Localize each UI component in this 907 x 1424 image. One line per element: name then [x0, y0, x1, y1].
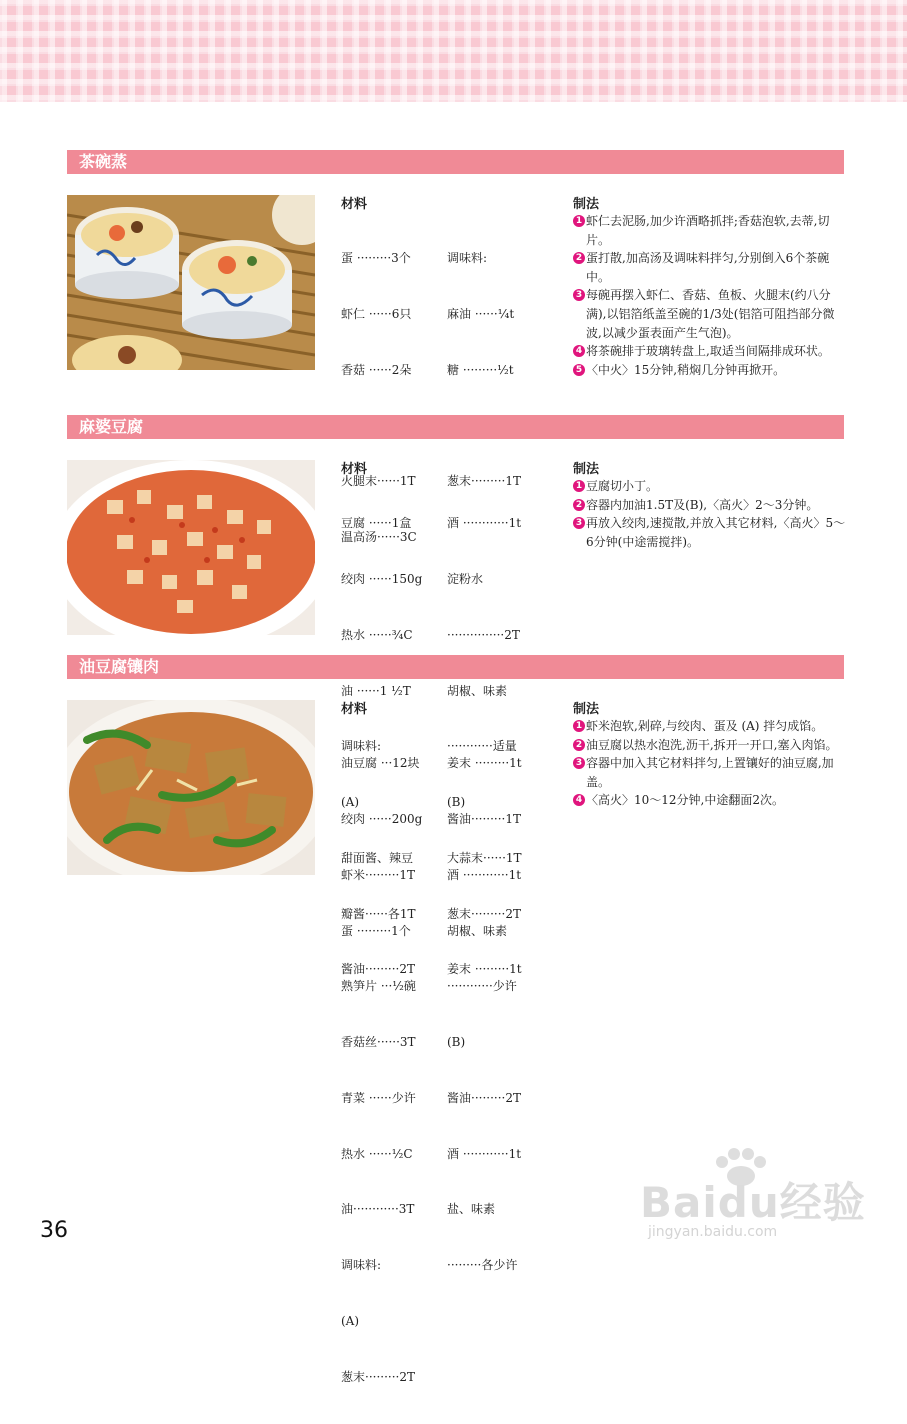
ingredient-line: 香菇丝······3T	[341, 1035, 416, 1050]
ingredient-line: 麻油 ······¼t	[447, 306, 515, 321]
ingredient-line: 调味料:	[341, 739, 382, 754]
ingredient-line: 虾仁 ······6只	[341, 306, 412, 321]
ingredient-line: 酒 ············1t	[447, 516, 522, 531]
ingredient-line: 酱油·········2T	[447, 1090, 521, 1105]
step-number-marker: 2	[573, 252, 585, 264]
step-number-marker: 3	[573, 757, 585, 769]
ingredient-line: ·········各少许	[447, 1258, 518, 1273]
step-text: 容器内加油1.5T及(B),〈高火〉2～3分钟。	[586, 497, 819, 512]
step-item	[573, 477, 848, 496]
ingredient-line: (A)	[341, 1314, 360, 1328]
step-item	[573, 249, 848, 286]
ingredient-line: 油············3T	[341, 1202, 415, 1217]
step-text: 虾仁去泥肠,加少许酒略抓拌;香菇泡软,去蒂,切片。	[586, 214, 830, 247]
step-item	[573, 342, 848, 361]
ingredient-line: 酒 ············1t	[447, 1146, 522, 1161]
step-text: 容器中加入其它材料拌匀,上置镶好的油豆腐,加盖。	[586, 756, 834, 789]
recipe-title: 茶碗蒸	[79, 152, 128, 171]
ingredient-line: 胡椒、味素	[447, 683, 508, 698]
step-number-marker: 2	[573, 739, 585, 751]
ingredient-line: 青菜 ······少许	[341, 1090, 416, 1105]
step-item	[573, 791, 848, 810]
method-heading: 制法	[573, 197, 600, 212]
step-text: 油豆腐以热水泡洗,沥干,拆开一开口,塞入肉馅。	[586, 737, 838, 752]
step-number-marker: 1	[573, 215, 585, 227]
step-text: 〈高火〉10～12分钟,中途翻面2次。	[586, 793, 784, 808]
ingredient-line: 葱末·········1T	[447, 474, 521, 489]
ingredient-line: 葱末·········2T	[341, 1369, 415, 1384]
recipe-photo-mapo-tofu	[67, 460, 315, 635]
ingredient-line: (B)	[447, 795, 466, 810]
ingredient-line: 酒 ············1t	[447, 867, 522, 882]
ingredient-line: 大蒜末······1T	[447, 850, 522, 865]
ingredient-line: ···············2T	[447, 627, 520, 642]
recipe-title-bar	[67, 150, 844, 174]
ingredient-line: 油 ······1 ½T	[341, 683, 411, 698]
ingredient-line: 豆腐 ······1盒	[341, 516, 412, 531]
method-steps	[573, 717, 848, 810]
ingredient-line: (B)	[447, 1035, 466, 1050]
ingredient-line: 热水 ······½C	[341, 1146, 413, 1161]
step-number-marker: 1	[573, 480, 585, 492]
ingredient-line: 火腿末······1T	[341, 474, 416, 489]
ingredient-line: 葱末·········2T	[447, 906, 521, 921]
ingredient-line: (A)	[341, 795, 360, 810]
ingredient-line: 胡椒、味素	[447, 923, 508, 938]
recipe-title: 麻婆豆腐	[79, 417, 144, 436]
step-text: 豆腐切小丁。	[586, 479, 659, 493]
step-item	[573, 717, 848, 736]
step-item	[573, 736, 848, 755]
ingredients-heading: 材料	[341, 462, 368, 477]
ingredient-line: 香菇 ······2朵	[341, 362, 412, 377]
step-item	[573, 212, 848, 249]
ingredient-line: 虾米·········1T	[341, 867, 415, 882]
page-number: 36	[40, 1218, 68, 1243]
recipe-title: 油豆腐镶肉	[79, 657, 160, 676]
method-heading: 制法	[573, 462, 600, 477]
step-item	[573, 286, 848, 342]
recipe-photo-stuffed-tofu	[67, 700, 315, 875]
ingredient-line: 盐、味素	[447, 1202, 496, 1217]
step-number-marker: 4	[573, 794, 585, 806]
ingredient-line: 绞肉 ······200g	[341, 811, 423, 826]
step-number-marker: 1	[573, 720, 585, 732]
watermark-url: jingyan.baidu.com	[648, 1224, 778, 1240]
step-number-marker: 3	[573, 517, 585, 529]
ingredients-heading: 材料	[341, 197, 368, 212]
step-text: 将茶碗排于玻璃转盘上,取适当间隔排成环状。	[586, 344, 830, 359]
step-text: 再放入绞肉,速搅散,并放入其它材料,〈高火〉5～6分钟(中途需搅拌)。	[586, 516, 846, 549]
ingredient-line: 酱油·········2T	[341, 962, 415, 977]
step-number-marker: 2	[573, 499, 585, 511]
ingredient-line: 甜面酱、辣豆	[341, 850, 414, 865]
ingredient-line: 绞肉 ······150g	[341, 571, 423, 586]
ingredient-line: 姜末 ·········1t	[447, 756, 522, 771]
ingredients-heading: 材料	[341, 702, 368, 717]
method-steps	[573, 212, 848, 379]
ingredient-line: 姜末 ·········1t	[447, 962, 522, 977]
step-number-marker: 5	[573, 364, 585, 376]
ingredients-left-column	[341, 717, 422, 1424]
ingredient-line: 热水 ······¾C	[341, 627, 413, 642]
recipe-photo-chawanmushi	[67, 195, 315, 370]
ingredient-line: ············适量	[447, 739, 517, 754]
ingredient-line: ············少许	[447, 979, 517, 994]
step-item	[573, 496, 848, 515]
ingredient-line: 调味料:	[447, 251, 488, 266]
method-steps	[573, 477, 848, 551]
ingredient-line: 瓣酱······各1T	[341, 906, 416, 921]
baidu-watermark	[640, 1148, 870, 1248]
step-text: 蛋打散,加高汤及调味料拌匀,分别倒入6个茶碗中。	[586, 251, 830, 284]
ingredient-line: 糖 ·········½t	[447, 362, 514, 377]
watermark-logo: Baidu经验	[640, 1178, 866, 1227]
step-number-marker: 3	[573, 289, 585, 301]
ingredient-line: 蛋 ·········1个	[341, 923, 411, 938]
ingredient-line: 熟笋片 ···½碗	[341, 979, 416, 994]
ingredient-line: 淀粉水	[447, 571, 484, 586]
ingredient-line: 调味料:	[341, 1258, 382, 1273]
step-item	[573, 754, 848, 791]
ingredient-line: 温高汤······3C	[341, 530, 417, 545]
step-text: 〈中火〉15分钟,稍焖几分钟再掀开。	[586, 362, 786, 377]
ingredients-right-column	[447, 717, 522, 1312]
step-item	[573, 514, 848, 551]
recipe-title-bar	[67, 415, 844, 439]
ingredient-line: 酱油·········1T	[447, 811, 521, 826]
step-text: 每碗再摆入虾仁、香菇、鱼板、火腿末(约八分满),以铝箔纸盖至碗的1/3处(铝箔可阻挡部分微波,以减少蛋表面产生气泡)。	[586, 288, 835, 340]
step-item	[573, 361, 848, 380]
method-heading: 制法	[573, 702, 600, 717]
step-number-marker: 4	[573, 345, 585, 357]
recipe-title-bar	[67, 655, 844, 679]
plaid-header-band	[0, 0, 907, 102]
step-text: 虾米泡软,剁碎,与绞肉、蛋及 (A) 拌匀成馅。	[586, 719, 824, 733]
ingredient-line: 蛋 ·········3个	[341, 251, 411, 266]
ingredient-line: 油豆腐 ···12块	[341, 756, 420, 771]
